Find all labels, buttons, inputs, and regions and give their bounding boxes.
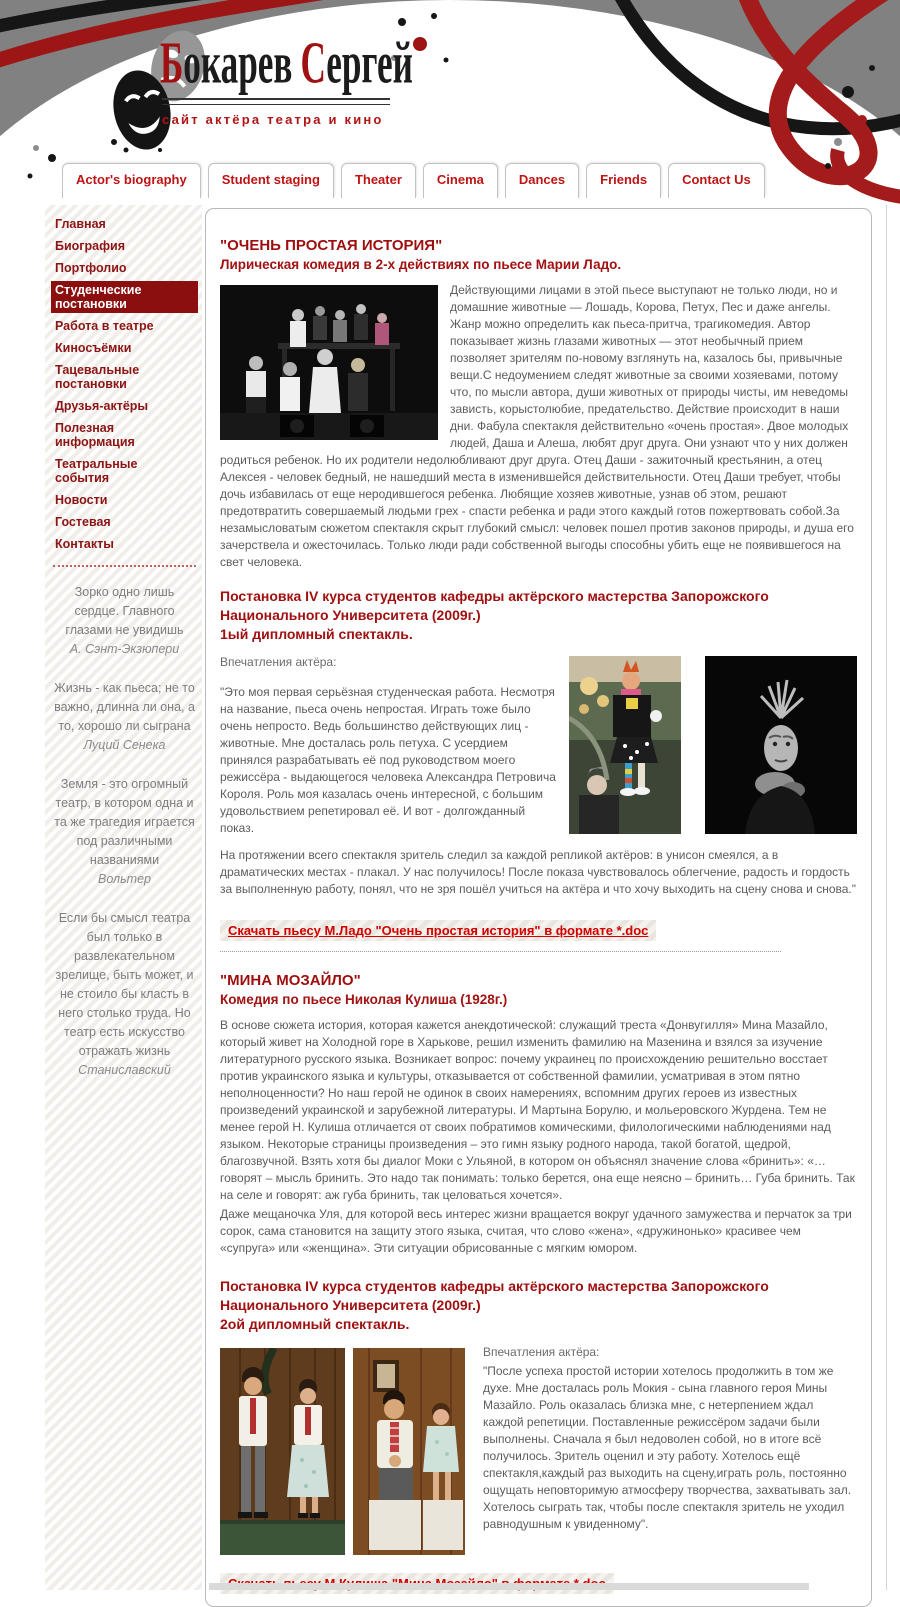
sidebar-item-dance-productions[interactable]: Тацевальные постановки: [55, 363, 140, 391]
play1-impressions-block: [220, 654, 857, 908]
play1-production-heading: Постановка IV курса студентов кафедры актёрского мастерства Запорожского Национального Университета (2009г.): [220, 588, 769, 623]
play2-photos: [220, 1348, 465, 1555]
tab-friends[interactable]: Friends: [586, 163, 661, 198]
play2-title: "МИНА МОЗАЙЛО": [220, 972, 361, 989]
quote-text: Земля - это огромный театр, в котором одна и та же трагедия играется под различными названиями: [54, 777, 195, 867]
tab-dances[interactable]: Dances: [505, 163, 579, 198]
quote-author: А. Сэнт-Экзюпери: [69, 642, 180, 656]
site-title-word2: Сергей: [300, 29, 413, 97]
play1-production-subheading: 1ый дипломный спектакль.: [220, 626, 413, 642]
play1-impressions-text2: На протяжении всего спектакля зритель следил за каждой репликой актёров: в унисон смеялся, а в драматических местах - плакал. У нас получилось! После показа чувствовалось облегчение, радость и гордость за выполненную работу, понял, что не зря пошёл учиться на актёра и что хочу выходить на сцену снова и снова.": [220, 848, 857, 896]
site-title-word1: Бокарев: [160, 29, 293, 97]
sidebar-item-actor-friends[interactable]: Друзья-актёры: [55, 399, 149, 413]
play2-impressions-block: [220, 1344, 857, 1561]
tab-actors-biography[interactable]: Actor's biography: [62, 163, 201, 198]
sidebar-item-home[interactable]: Главная: [55, 217, 106, 231]
page-right-border: [886, 205, 887, 1590]
play2-production-subheading: 2ой дипломный спектакль.: [220, 1316, 410, 1332]
stage-photo-embroidered-shirts: [220, 1348, 345, 1555]
quote-text: Жизнь - как пьеса; не то важно, длинна ли она, а то, хорошо ли сыграна: [54, 681, 195, 733]
tab-cinema[interactable]: Cinema: [423, 163, 498, 198]
stage-photo-mohawk-portrait: [705, 656, 857, 834]
sidebar-quote: [51, 583, 198, 659]
play1-description-block: [220, 282, 857, 571]
stage-photo-group-scene: [220, 285, 438, 440]
top-navigation: [62, 163, 765, 198]
sidebar-separator: [53, 565, 196, 567]
logo-underline: [162, 98, 390, 105]
sidebar-item-contacts[interactable]: Контакты: [55, 537, 114, 551]
download-play1-doc-link[interactable]: Скачать пьесу М.Ладо "Очень простая история" в формате *.doc: [220, 920, 656, 941]
stage-photo-seated-couple: [353, 1348, 465, 1555]
quote-author: Луций Сенека: [83, 738, 166, 752]
play1-subtitle: Лирическая комедия в 2-х действиях по пьесе Марии Ладо.: [220, 257, 622, 272]
sidebar: [45, 205, 202, 1590]
sidebar-item-guestbook[interactable]: Гостевая: [55, 515, 111, 529]
play1-impressions-text: "Это моя первая серьёзная студенческая работа. Несмотря на название, пьеса очень непростая. Играть тоже было очень непросто. Ведь большинство действующих лиц - животные. Мне досталась роль петуха. С усердием принялся разрабатывать её под руководством моего режиссёра - выдающегося человека Александра Петровича Короля. Роль моя казалась очень интересной, с большим удовольствием репетировал её. И вот - долгожданный показ.: [220, 685, 556, 835]
sidebar-item-theater-work[interactable]: Работа в театре: [55, 319, 154, 333]
play2-impressions-label: Впечатления актёра:: [483, 1345, 600, 1359]
sidebar-item-news[interactable]: Новости: [55, 493, 108, 507]
sidebar-item-theater-events[interactable]: Театральные события: [55, 457, 138, 485]
play1-title: "ОЧЕНЬ ПРОСТАЯ ИСТОРИЯ": [220, 237, 443, 254]
play2-impressions-text-block: [483, 1344, 857, 1533]
sidebar-quote: [51, 679, 198, 755]
sidebar-item-biography[interactable]: Биография: [55, 239, 126, 253]
tab-student-staging[interactable]: Student staging: [208, 163, 334, 198]
content-panel: [205, 208, 872, 1607]
site-logo[interactable]: [160, 29, 486, 127]
footer-strip: [209, 1583, 809, 1590]
sidebar-item-filming[interactable]: Киносъёмки: [55, 341, 132, 355]
play2-production-heading: Постановка IV курса студентов кафедры актёрского мастерства Запорожского Национального Университета (2009г.): [220, 1278, 769, 1313]
tab-contact-us[interactable]: Contact Us: [668, 163, 765, 198]
stage-photo-rooster-costume: [569, 656, 681, 834]
sidebar-item-student-productions[interactable]: Студенческие постановки: [51, 281, 198, 313]
site-title: [160, 29, 421, 97]
quote-text: Если бы смысл театра был только в развлекательном зрелище, быть может, и не стоило бы класть в него столько труда. Но театр есть искусство отражать жизнь: [55, 911, 194, 1058]
sidebar-item-useful-info[interactable]: Полезная информация: [55, 421, 135, 449]
sidebar-item-portfolio[interactable]: Портфолио: [55, 261, 127, 275]
play1-description: Действующими лицами в этой пьесе выступают не только люди, но и домашние животные — Лошадь, Корова, Петух, Пес и даже ангелы. Жанр можно определить как пьеса-притча, трагикомедия. Автор показывает жизнь глазами животных — этот необычный прием позволяет зрителям по-новому взглянуть на, казалось бы, привычные вещи.С недоумением следят животные за своими хозяевами, потому что, по мысли автора, души животных от природы чисты, им неведомы зависть, корыстолюбие, предательство. Действие происходит в наши дни. Фабула спектакля действительно «очень простая». Двое молодых людей, Даша и Алеша, любят друг друга. Они узнают что у них должен родиться ребенок. Но их родители недолюбливают друг друга. Отец Даши - зажиточный крестьянин, а отец Алексея - человек бедный, не нашедший места в изменившейся действительности. Отец Даши требует, чтобы дочь избавилась от еще неродившегося ребенка. Любящие хозяев животные, узнав об этом, решают предотвратить совершаемый людьми грех - спасти ребенка и ради этого каждый готов пожертвовать собой.За незамысловатым сюжетом спектакля скрыт глубокий смысл: человек пошел против законов природы, и душа его зачерствела и ожесточилась. Только люди ради собственной выгоды способны убить еще не появившегося на свет человека.: [220, 283, 854, 569]
play1-impressions-label: Впечатления актёра:: [220, 655, 337, 669]
play2-subtitle: Комедия по пьесе Николая Кулиша (1928г.): [220, 992, 508, 1007]
play2-description: В основе сюжета история, которая кажется анекдотической: служащий треста «Донвугилля» Мина Мазайло, который живет на Холодной горе в Харькове, решил изменить фамилию на Мазенина и взялся за изучение литературного русского языка. Возникает вопрос: почему украинец по происхождению решительно восстает против украинского языка и культуры, отказывается от собственной фамилии, усматривая в этом пятно неполноценности? Но наш герой не одинок в своих намерениях, вспомним других героев из известных произведений украинской и зарубежной литературы. И Мартына Борулю, и мольеровского Журдена. Тем не менее герой Н. Кулиша отличается от своих побратимов комическими, филологическими наблюдениями над языком. Некоторые страницы произведения – это гимн языку родного народа, такой богатой, щедрой, благозвучной. Взять хотя бы диалог Моки с Ульяной, в котором он объяснял значение слова «бринить»: «…говорят – мысль бринить. Это надо так понимать: только берется, она еще неясно – бринить… Губа бринить. Так на селе и говорят: аж губа бринить, так целоваться хочется».: [220, 1018, 855, 1202]
tab-theater[interactable]: Theater: [341, 163, 416, 198]
sidebar-quote: [51, 775, 198, 889]
sidebar-quote: [51, 909, 198, 1080]
section-separator: [220, 951, 781, 952]
play1-photos: [569, 656, 857, 834]
quote-author: Станиславский: [78, 1063, 171, 1077]
quote-text: Зорко одно лишь сердце. Главного глазами не увидишь: [65, 585, 184, 637]
play2-description2: Даже мещаночка Уля, для которой весь интерес жизни вращается вокруг удачного замужества и перчаток за три сорок, сама становится на защиту этого языка, считая, что слово «жена», «дружинонько» красивее чем «супруга» или «женщина». Эти ситуации обрисованные с мягким юмором.: [220, 1207, 852, 1255]
play2-impressions-text: "После успеха простой истории хотелось продолжить в том же духе. Мне досталась роль Мокия - сына главного героя Мины Мазайло. Роль оказалась близка мне, с нетерпением ждал каждой репетиции. Поставленные режиссёром задачи были выполнены. Сначала я был недоволен собой, но в итоге всё получилось. Зритель оценил и эту работу. Хотелось ещё спектакля,каждый раз выходить на сцену,играть роль, постоянно ощущать неповторимую атмосферу творчества, захватывать зал. Хотелось сыграть так, чтобы после спектакля зритель не уходил равнодушным к увиденному".: [483, 1364, 852, 1531]
site-subtitle: сайт актёра театра и кино: [162, 112, 384, 127]
quote-author: Вольтер: [98, 872, 151, 886]
